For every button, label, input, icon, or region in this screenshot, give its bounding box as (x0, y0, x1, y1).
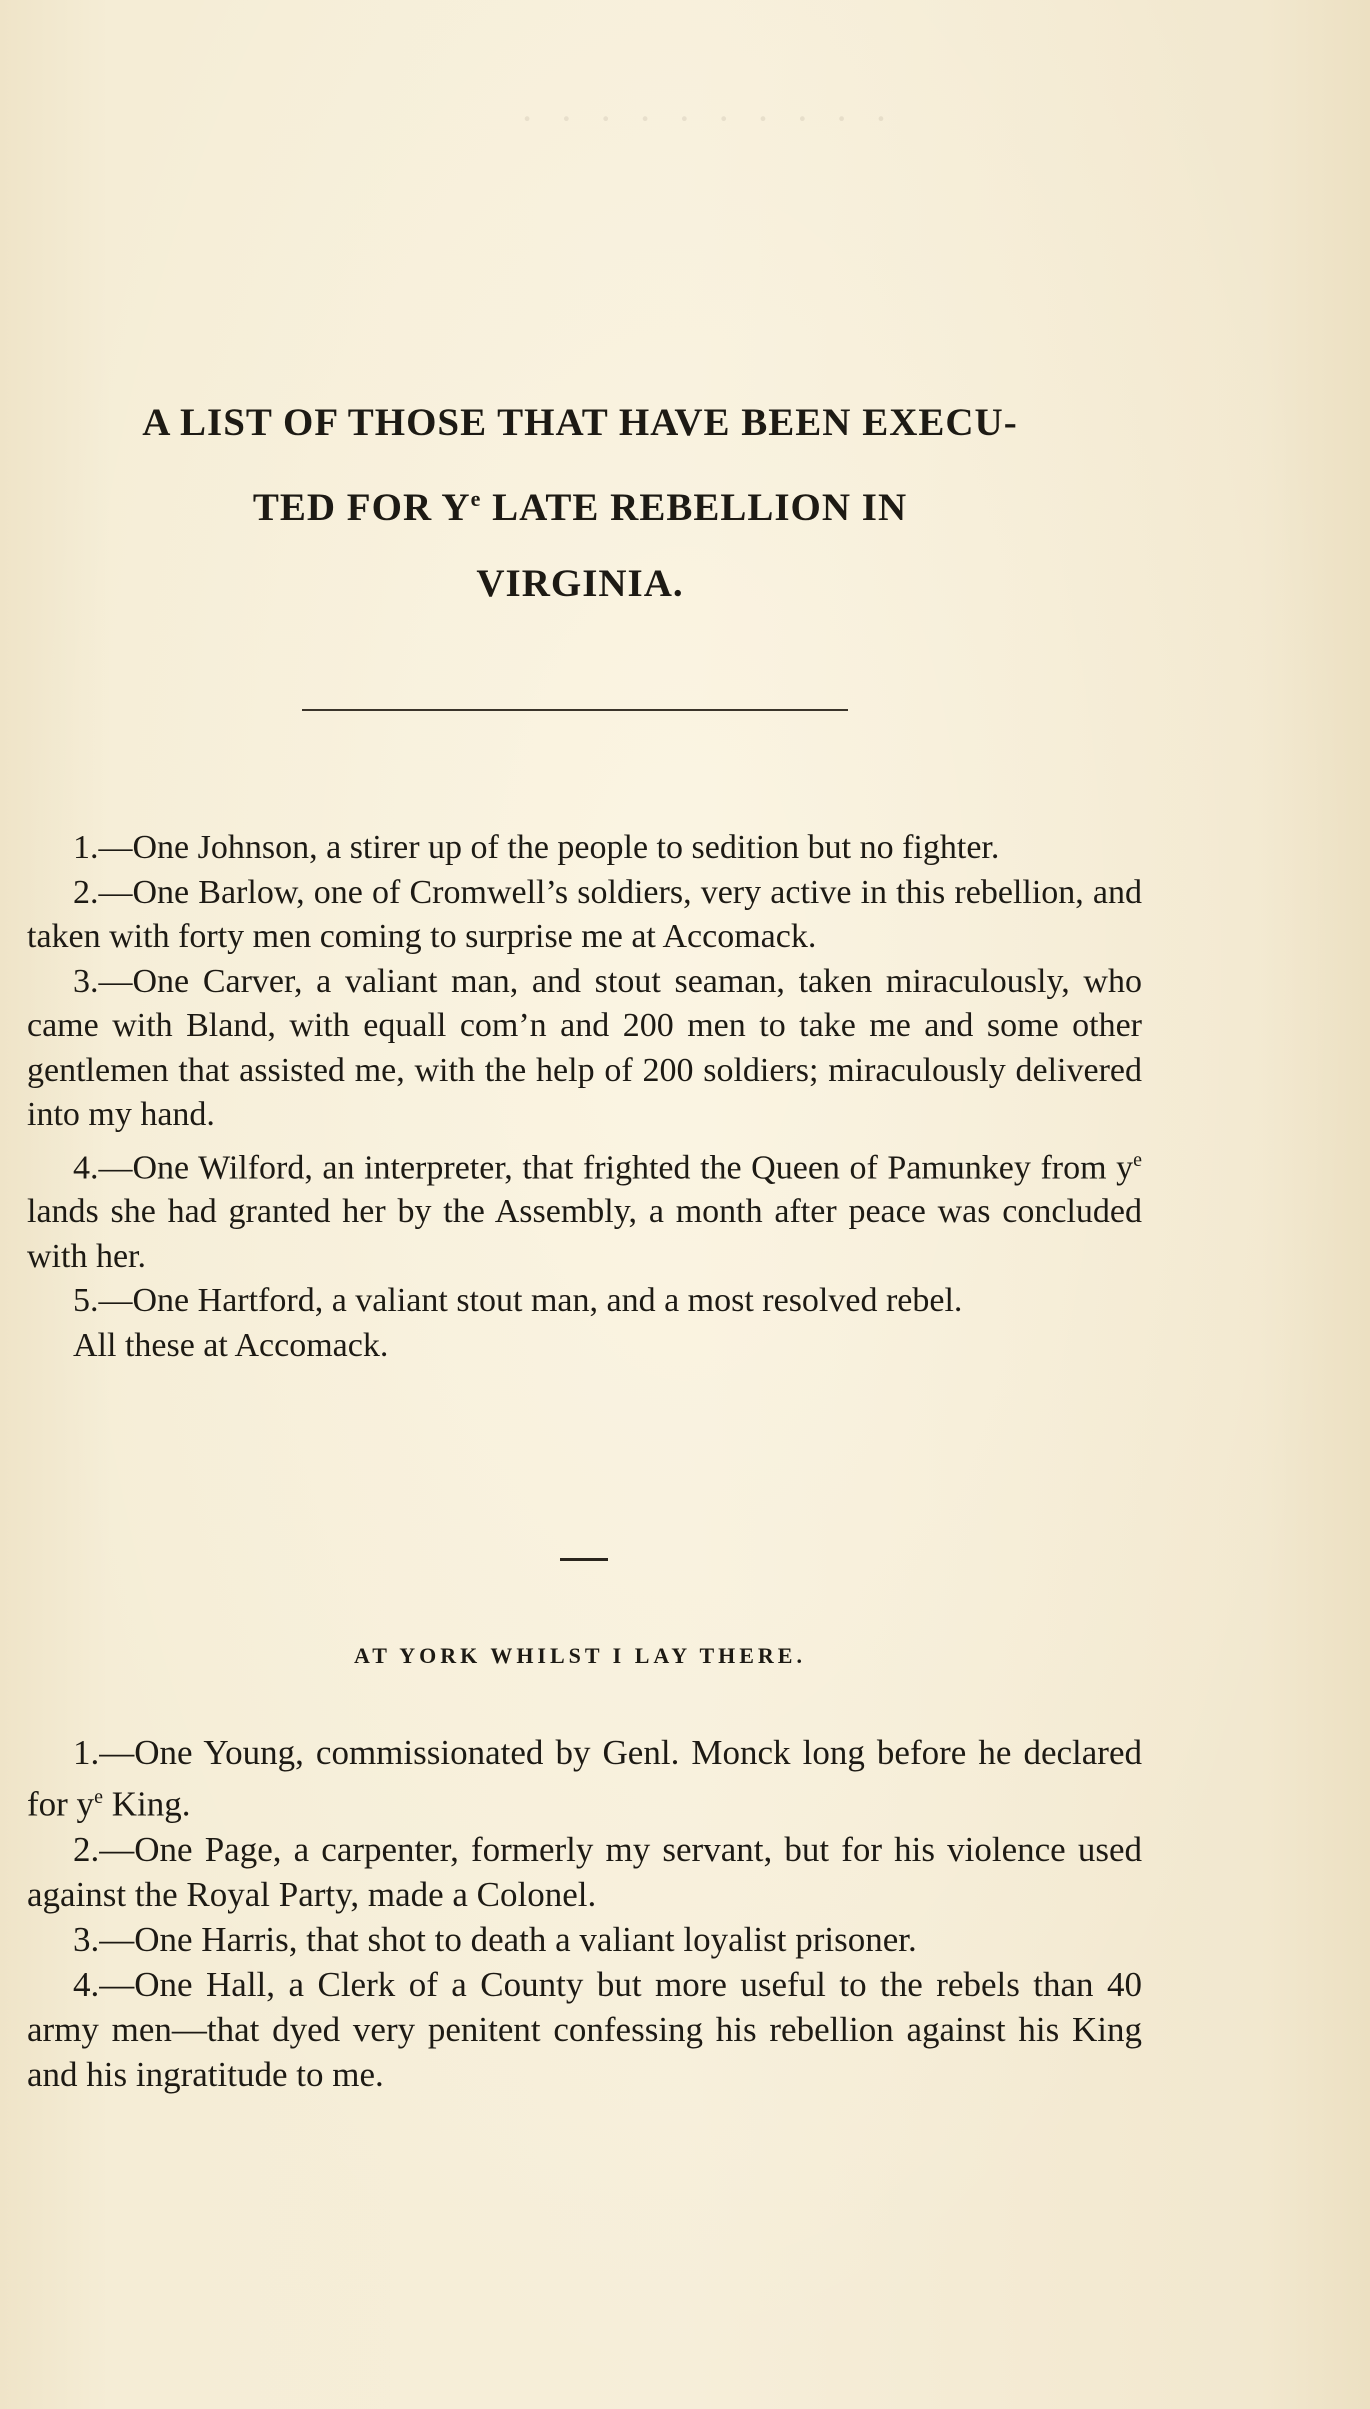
list-closing: All these at Accomack. (73, 1326, 389, 1364)
list-item: 5.—One Hartford, a valiant stout man, and a most resolved rebel. (73, 1282, 963, 1320)
list-item-1-pre: 1.—One Young, commissionated by Genl. Monck long before he declared for y (27, 1733, 1142, 1824)
list-item-4-superscript: e (1133, 1148, 1142, 1171)
title-line-3: VIRGINIA. (476, 562, 684, 605)
title-line-2 (30, 461, 1130, 546)
title-line-2-superscript: e (470, 486, 482, 511)
york-list (27, 1730, 1142, 2097)
list-item-4-post: lands she had granted her by the Assembly, a month after peace was concluded with her. (27, 1193, 1142, 1275)
title-line-2-pre: TED FOR Y (252, 486, 471, 529)
title-rule (302, 709, 848, 711)
list-item: 4.—One Hall, a Clerk of a County but more useful to the rebels than 40 army men—that dyed very penitent confessing his rebellion against his King and his ingratitude to me. (27, 1964, 1142, 2094)
list-item: 1.—One Johnson, a stirer up of the people to sedition but no fighter. (73, 829, 1000, 866)
show-through-ghost: · · · · · · · · · · (512, 96, 888, 141)
list-item (27, 1138, 1142, 1280)
title-line-2-post: LATE REBELLION IN (481, 486, 908, 529)
section-heading: AT YORK WHILST I LAY THERE. (354, 1643, 806, 1668)
page-title (30, 385, 1130, 622)
list-item-1-superscript: e (94, 1786, 103, 1808)
title-line-1: A LIST OF THOSE THAT HAVE BEEN EXECU- (142, 401, 1018, 444)
section-divider (560, 1558, 608, 1561)
list-item (27, 1730, 1142, 1827)
list-item-1-post: King. (102, 1784, 191, 1824)
list-item: 2.—One Page, a carpenter, formerly my servant, but for his violence used against the Royal Party, made a Colonel. (27, 1829, 1142, 1914)
accomack-list (27, 826, 1142, 1368)
list-item-4-pre: 4.—One Wilford, an interpreter, that frighted the Queen of Pamunkey from y (73, 1148, 1134, 1186)
list-item: 2.—One Barlow, one of Cromwell’s soldiers, very active in this rebellion, and taken with forty men coming to surprise me at Accomack. (27, 873, 1142, 955)
list-item: 3.—One Carver, a valiant man, and stout seaman, taken miraculously, who came with Bland, with equall com’n and 200 men to take me and some other gentlemen that assisted me, with the help of 200 soldiers; miraculously delivered into my hand. (27, 962, 1142, 1133)
list-item: 3.—One Harris, that shot to death a valiant loyalist prisoner. (73, 1919, 917, 1959)
